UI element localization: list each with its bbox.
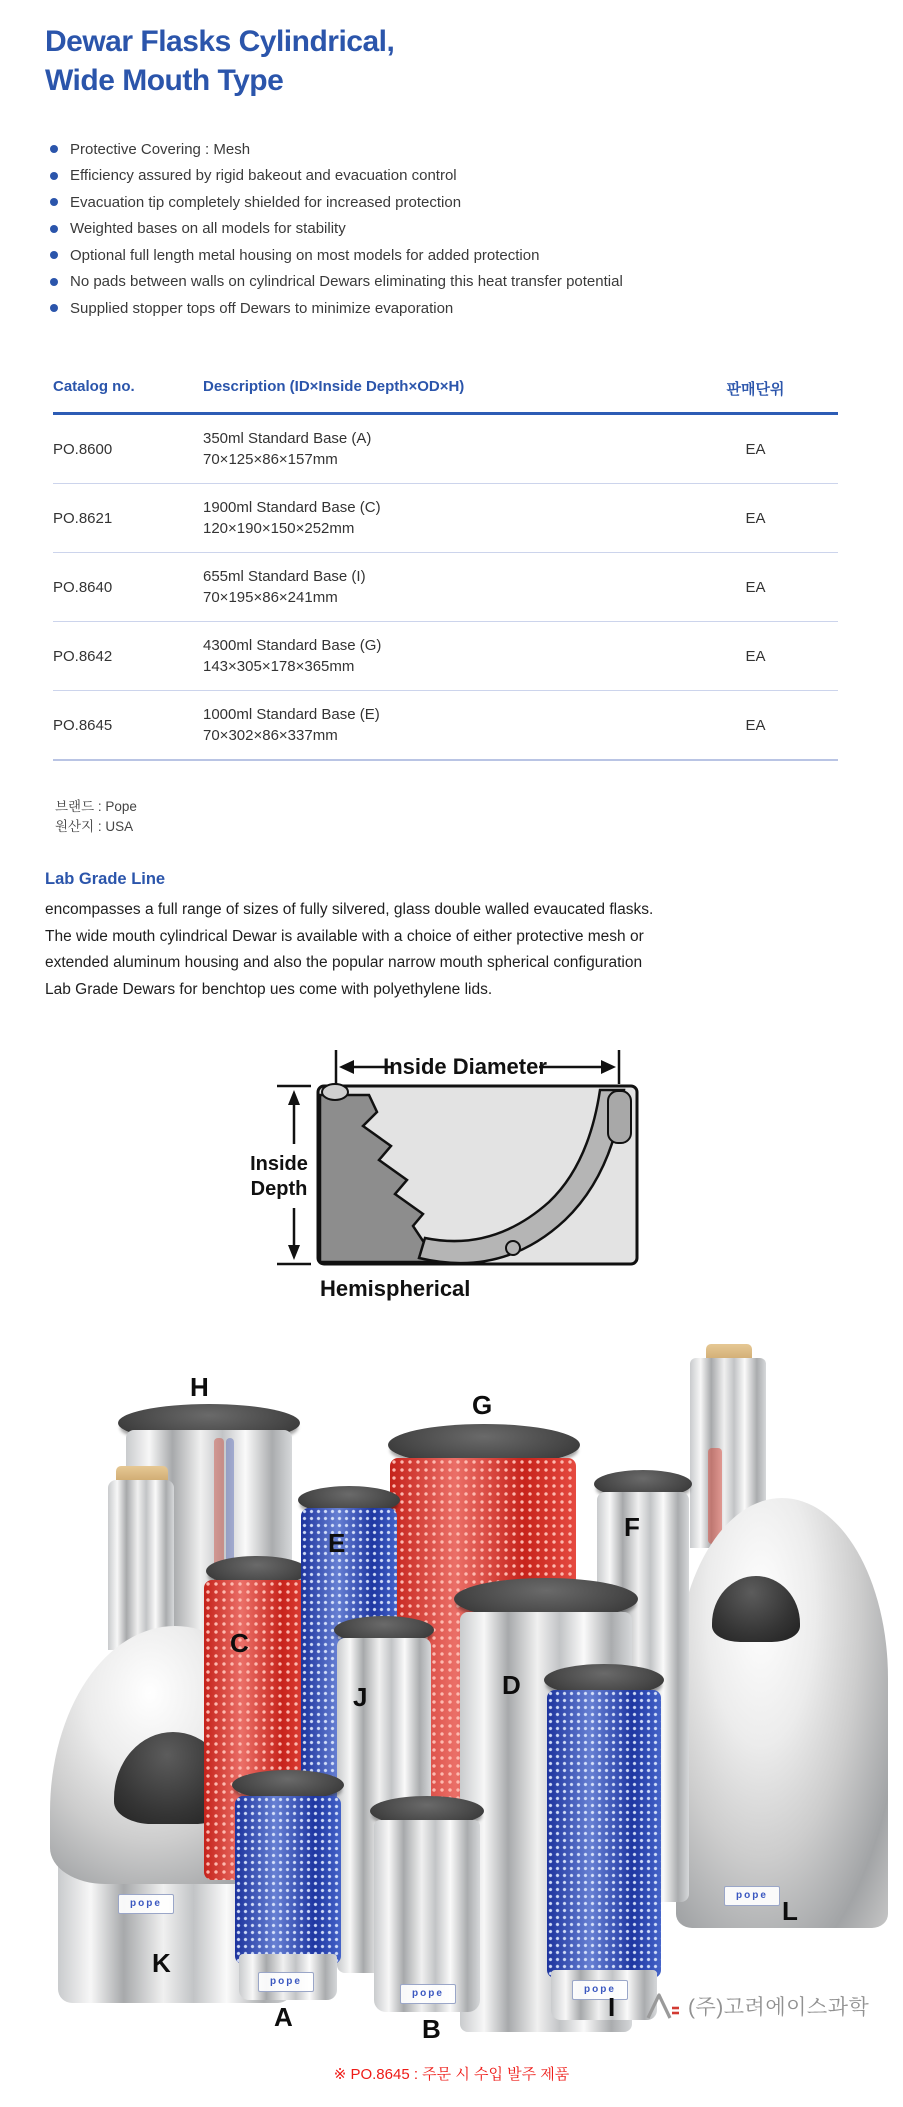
catalog-no: PO.8600 <box>53 440 113 458</box>
flask-label-g: G <box>472 1390 493 1420</box>
bullet-icon <box>50 225 58 233</box>
pope-badge: pope <box>724 1886 780 1906</box>
origin-line: 원산지 : USA <box>55 819 134 834</box>
bullet-icon <box>50 304 58 312</box>
brand-line: 브랜드 : Pope <box>55 799 137 814</box>
flask-label-k: K <box>152 1948 171 1978</box>
feature-text: Evacuation tip completely shielded for increased protection <box>70 193 462 211</box>
bullet-icon <box>50 145 58 153</box>
lab-grade-text-line: extended aluminum housing and also the popular narrow mouth spherical configuration <box>45 954 643 971</box>
description-cell <box>203 566 673 608</box>
description-line2: 70×195×86×241mm <box>203 589 338 606</box>
depth-arrowhead-down <box>288 1245 300 1260</box>
bullet-icon <box>50 198 58 206</box>
flask-label-i: I <box>608 1992 616 2022</box>
flask-label-b: B <box>422 2014 441 2044</box>
description-cell <box>203 704 673 746</box>
feature-text: Supplied stopper tops off Dewars to minimize evaporation <box>70 299 454 317</box>
company-name: (주)고려에이스과학 <box>688 1996 870 2019</box>
description-cell <box>203 497 673 539</box>
flask-bulb-l <box>676 1498 888 1928</box>
feature-text: Efficiency assured by rigid bakeout and evacuation control <box>70 167 457 185</box>
table-row <box>53 691 838 761</box>
table-row <box>53 415 838 484</box>
feature-item <box>50 295 623 322</box>
diagram-lip-left <box>322 1084 348 1100</box>
diagram-bowl-nub <box>506 1241 520 1255</box>
flask-label-a: A <box>274 2002 293 2032</box>
lab-grade-text-line: The wide mouth cylindrical Dewar is available with a choice of either protective mesh or <box>45 927 644 945</box>
sales-unit: EA <box>745 647 766 665</box>
catalog-no: PO.8645 <box>53 716 113 734</box>
description-line1: 1900ml Standard Base (C) <box>203 499 381 516</box>
flask-label-j: J <box>353 1682 368 1712</box>
feature-item <box>50 269 623 296</box>
pope-badge: pope <box>572 1980 628 2000</box>
lab-grade-text-line: Lab Grade Dewars for benchtop ues come with polyethylene lids. <box>45 980 493 998</box>
feature-text: Protective Covering : Mesh <box>70 140 251 158</box>
description-cell <box>203 428 673 470</box>
bullet-icon <box>50 251 58 259</box>
description-line2: 70×302×86×337mm <box>203 727 338 744</box>
catalog-no: PO.8621 <box>53 509 113 527</box>
description-line2: 120×190×150×252mm <box>203 520 355 537</box>
table-row <box>53 622 838 691</box>
product-photo <box>60 1340 903 2044</box>
description-line2: 70×125×86×157mm <box>203 451 338 468</box>
feature-item <box>50 136 623 163</box>
sales-unit: EA <box>745 716 766 734</box>
flask-label-h: H <box>190 1372 209 1402</box>
flask-label-e: E <box>328 1528 346 1558</box>
diagram-wall-right <box>608 1091 631 1143</box>
page-title-line1: Dewar Flasks Cylindrical, <box>45 25 395 58</box>
feature-text: No pads between walls on cylindrical Dewars eliminating this heat transfer potential <box>70 273 623 291</box>
page-title-line2: Wide Mouth Type <box>45 64 284 97</box>
flask-body-a <box>235 1796 341 1964</box>
catalog-no: PO.8642 <box>53 647 113 665</box>
brand-info <box>55 797 137 837</box>
flask-label-f: F <box>624 1512 640 1542</box>
product-table <box>53 372 838 761</box>
company-watermark <box>645 1991 869 2021</box>
col-header-catalog: Catalog no. <box>53 378 135 395</box>
table-row <box>53 484 838 553</box>
feature-text: Weighted bases on all models for stability <box>70 220 346 238</box>
diameter-arrowhead-left <box>339 1060 354 1074</box>
table-header-row <box>53 372 838 415</box>
lab-grade-heading: Lab Grade Line <box>45 870 166 888</box>
description-line1: 1000ml Standard Base (E) <box>203 706 380 723</box>
diameter-arrowhead-right <box>601 1060 616 1074</box>
bullet-icon <box>50 172 58 180</box>
flask-body-i <box>547 1690 661 1978</box>
flask-label-l: L <box>782 1896 798 1926</box>
diagram-top-label: Inside Diameter <box>383 1054 547 1079</box>
page-title <box>45 22 394 100</box>
bullet-icon <box>50 278 58 286</box>
company-logo-icon <box>645 1991 681 2021</box>
pope-badge: pope <box>118 1894 174 1914</box>
reflection-stripe <box>708 1448 722 1544</box>
diagram-side-label-line2: Depth <box>250 1178 308 1200</box>
feature-item <box>50 216 623 243</box>
lab-grade-section <box>45 870 870 1003</box>
flask-label-d: D <box>502 1670 521 1700</box>
depth-arrowhead-up <box>288 1090 300 1105</box>
feature-item <box>50 189 623 216</box>
diagram-bottom-label: Hemispherical <box>320 1276 471 1301</box>
table-row <box>53 553 838 622</box>
feature-item <box>50 163 623 190</box>
description-cell <box>203 635 673 677</box>
feature-item <box>50 242 623 269</box>
feature-list <box>50 136 623 322</box>
description-line1: 350ml Standard Base (A) <box>203 430 372 447</box>
depth-dimension <box>277 1086 311 1264</box>
sales-unit: EA <box>745 440 766 458</box>
import-note: ※ PO.8645 : 주문 시 수입 발주 제품 <box>333 2066 570 2083</box>
sales-unit: EA <box>745 578 766 596</box>
flask-label-c: C <box>230 1628 249 1658</box>
description-line2: 143×305×178×365mm <box>203 658 355 675</box>
col-header-description: Description (ID×Inside Depth×OD×H) <box>203 378 465 395</box>
lab-grade-text-line: encompasses a full range of sizes of fully silvered, glass double walled evaucated flasks. <box>45 901 654 918</box>
diagram-side-label-line1: Inside <box>250 1153 308 1175</box>
catalog-no: PO.8640 <box>53 578 113 596</box>
cross-section-diagram <box>193 1044 663 1312</box>
col-header-unit: 판매단위 <box>726 381 785 398</box>
description-line1: 4300ml Standard Base (G) <box>203 637 382 654</box>
flask-neck-k <box>108 1480 174 1650</box>
sales-unit: EA <box>745 509 766 527</box>
pope-badge: pope <box>400 1984 456 2004</box>
description-line1: 655ml Standard Base (I) <box>203 568 366 585</box>
feature-text: Optional full length metal housing on most models for added protection <box>70 246 540 264</box>
pope-badge: pope <box>258 1972 314 1992</box>
